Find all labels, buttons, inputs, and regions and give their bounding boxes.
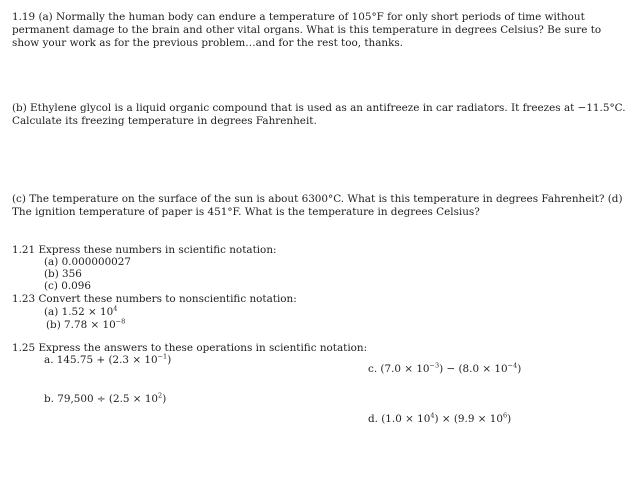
problem-1-23-b: (b) $7.78 \times 10^{-8}$ xyxy=(46,317,126,331)
problem-1-25-b: b. $79,500 \div (2.5 \times 10^2)$ xyxy=(44,391,167,405)
problem-1-25-header: 1.25 Express the answers to these operations in scientific notation: xyxy=(12,342,368,354)
problem-1-25-c: c. $(7.0 \times 10^{-3}) - (8.0 \times 10^{-4})$ xyxy=(368,361,522,375)
problem-1-25-d: d. $(1.0 \times 10^4) \times (9.9 \times 10^6)$ xyxy=(368,411,512,425)
problem-1-21-b: (b) 356 xyxy=(44,268,82,280)
problem-1-23-a: (a) $1.52 \times 10^4$ xyxy=(44,304,118,318)
problem-1-21-header: 1.21 Express these numbers in scientific notation: xyxy=(12,244,277,256)
problem-1-19cd: (c) The temperature on the surface of the sun is about 6300°C. What is this temperature in degrees Fahrenheit? (d) The ignition temperature of paper is 451°F. What is the temperature in degrees Celsius? xyxy=(12,193,623,218)
problem-1-23-header: 1.23 Convert these numbers to nonscientific notation: xyxy=(12,293,297,305)
problem-1-19b: (b) Ethylene glycol is a liquid organic compound that is used as an antifreeze in car radiators. It freezes at −11.5°C. Calculate its freezing temperature in degrees Fahrenheit. xyxy=(12,102,626,127)
problem-1-19a: 1.19 (a) Normally the human body can endure a temperature of 105°F for only short periods of time without permanent damage to the brain and other vital organs. What is this temperature in degrees Celsius? Be sure to show your work as for the previous problem…and for the rest too, thanks. xyxy=(12,11,602,49)
problem-1-25-a: a. $145.75 + (2.3 \times 10^{-1})$ xyxy=(44,352,172,366)
problem-1-21-a: (a) 0.000000027 xyxy=(44,256,132,268)
problem-1-21-c: (c) 0.096 xyxy=(44,280,91,292)
